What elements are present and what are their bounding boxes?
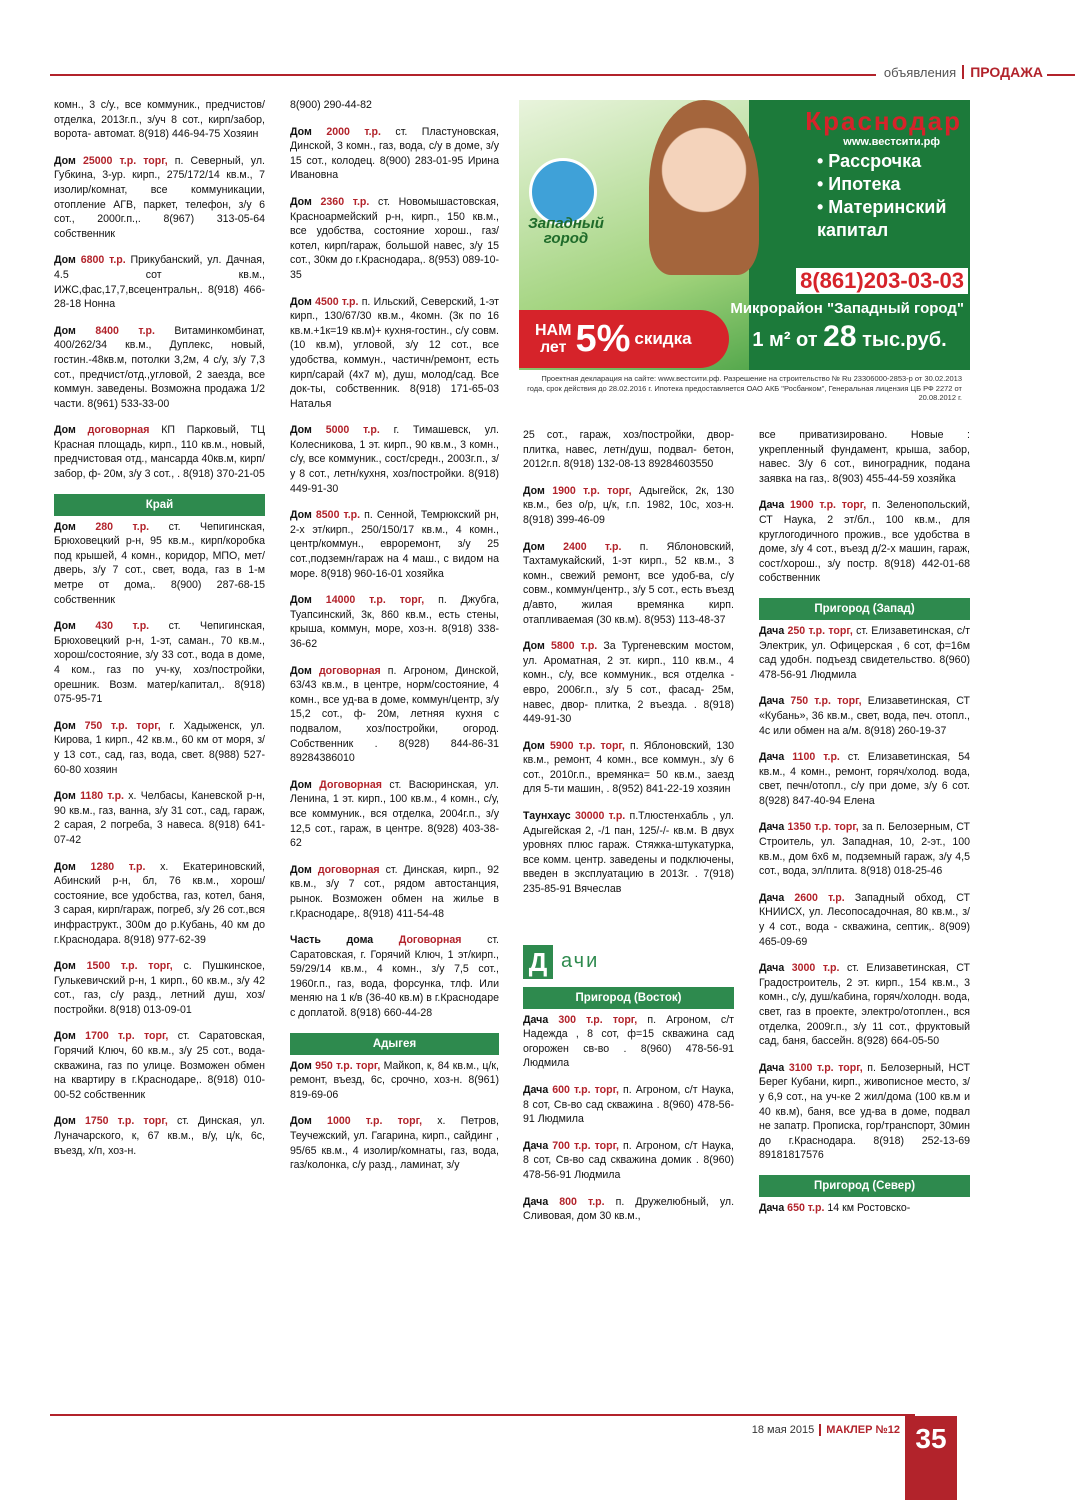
banner-item: • Ипотека [817, 174, 901, 194]
listing-text: 8(900) 290-44-82 [290, 99, 372, 111]
listing-text: ст. Динская, кирп., 92 кв.м., з/у 7 сот., рядом автостанция, рынок. Возможен обмен на жилье в г.Краснодаре,. 8(918) 411-54-48 [290, 863, 500, 920]
header-section: объявления [883, 64, 957, 80]
listing-type: Дом [290, 664, 312, 677]
listing-type: Дача [759, 821, 785, 834]
listing-price: 1700 т.р. торг, [85, 1030, 169, 1043]
listing-ad [54, 324, 265, 412]
listing-type: Дом [290, 195, 312, 208]
listing-text: х. Челбасы, Каневской р-н, 90 кв.м., газ, ванна, з/у 31 сот., сад, гараж, 2 сарая, 2 погреба, 3 навеса. 8(918) 641-07-42 [54, 790, 265, 846]
listing-price: Договорная [398, 934, 462, 947]
banner-item: капитал [817, 220, 889, 240]
listing-price: 1750 т.р. торг, [84, 1115, 168, 1128]
listing-price: 2600 т.р. [794, 891, 845, 904]
listing-price: 950 т.р. торг, [315, 1059, 381, 1072]
listing-price: 30000 т.р. [574, 810, 626, 823]
dachi-initial: Д [523, 945, 553, 979]
banner-list [817, 150, 946, 242]
page-number: 35 [905, 1416, 957, 1500]
listing-text: ст. Новомышастовская, Красноармейский р-н, кирп., 150 кв.м., все удобства, состояние хорош., газ/котел, кирп/гараж, большой навес, з/у 15 сот., 30км до г.Краснодара,. 8(953) 089-10-35 [290, 195, 499, 281]
listing-ad [54, 860, 265, 948]
listing-price: 1500 т.р. торг, [86, 960, 173, 973]
listing-ad [54, 154, 265, 242]
listing-ad [759, 624, 970, 682]
listing-text: КП Парковый, ТЦ Красная площадь, кирп., 110 кв.м., новый, предчистовая отд., мансарда 40кв.м, кирп/забор, ф- 20м, з/у 3 сот., . 8(918) 370-21-05 [54, 424, 265, 481]
listing-ad [290, 778, 499, 851]
listing-text: п. Сенной, Темрюкский рн, 2-х эт/кирп., 250/150/17 кв.м., 4 комн., центр/коммун., евроремонт, з/у 25 сот.,подземн/гараж на 4 маш., с видом на море. 8(918) 960-16-01 хозяйка [290, 509, 499, 580]
listing-ad [54, 253, 265, 311]
listing-type: Дача [523, 1084, 549, 1096]
listing-price: 4500 т.р. [315, 295, 359, 308]
page-header [876, 64, 1047, 80]
listing-text: Елизаветинская, СТ «Кубань», 36 кв.м., свет, вода, печ. отопл., 4с или обмен на а/м. 8(918) 260-19-37 [759, 695, 970, 737]
footer-divider [819, 1424, 821, 1436]
banner-microdistrict: Микрорайон "Западный город" [730, 300, 964, 317]
listing-text: ст. Саратовская, г. Горячий Ключ, 1 эт/кирп., 59/29/14 кв.м., 4 комн., з/у 7,5 сот., 1960г.п., газ, вода, форсунка, тлф. Или меняю на 1 к/в (36-40 кв.м) в г.Краснодаре с доплатой. 8(918) 660-44-28 [290, 934, 499, 1020]
listing-text: Прикубанский, ул. Дачная, 4.5 сот кв.м., ИЖС,фас,17,7,всецентральн,. 8(918) 466-28-18 Нонна [54, 254, 265, 311]
banner-city: Краснодар [805, 106, 962, 136]
listing-ad [54, 1029, 265, 1102]
listing-ad [54, 520, 265, 608]
listing-type: Дача [523, 1139, 549, 1152]
ad-banner[interactable] [519, 100, 970, 410]
column-4 [759, 428, 970, 1228]
listing-ad [290, 933, 499, 1021]
listing-text: все приватизировано. Новые : укрепленный фундамент, крыша, забор, навес. З/у 6 сот., виноградник, подана заявка на газ,. 8(903) 455-44-59 хозяйка [759, 429, 970, 485]
listing-ad [54, 619, 265, 707]
section-heading-adygeya: Адыгея [290, 1033, 499, 1055]
listing-type: Дача [759, 751, 785, 764]
listing-type: Дом [54, 960, 76, 973]
listing-price: Договорная [319, 778, 382, 791]
listing-ad [759, 1061, 970, 1163]
listing-text: п. Ильский, Северский, 1-эт кирп., 130/67/30 кв.м., 4комн. (3к по 16 кв.м.+1к=19 кв.м)+ кухня-гостин., с/у совм. (10 кв.м), угловой, з/у 12 сот., все удобства, коммун., частичн/ремонт, есть кирп/сарай (4х7 м), душ, молод/сад. Все док-ты, собственник. 8(918) 171-65-03 Наталья [290, 295, 500, 410]
listing-price: 2000 т.р. [326, 125, 381, 138]
listing-text: г. Тимашевск, ул. Колесникова, 1 эт. кирп., 90 кв.м., 3 комн., с/у, все коммуник., сост/средн., 2003г.п., з/у 8 сот., летн/кухня, хоз/постройки. 8(918) 449-91-30 [290, 424, 499, 495]
listing-type: Дача [759, 891, 785, 904]
listing-ad [759, 750, 970, 808]
listing-price: 5800 т.р. [550, 640, 598, 653]
listing-price: 5900 т.р. торг, [550, 739, 625, 752]
listing-price: 600 т.р. торг, [552, 1084, 620, 1096]
listing-type: Дом [54, 324, 76, 337]
listing-ad [759, 694, 970, 738]
listing-text: п. Яблоновский, Тахтамукайский, 1-эт кирп., 52 кв.м., 3 комн., свежий ремонт, все удоб-ва, с/у совм., коммун/центр., з/у 5 сот., есть въезд д/авто, жилая времянка кирп. отапливаемая (30 кв.м). 8(953) 113-48-37 [523, 540, 734, 626]
listing-text: ст. Динская, ул. Луначарского, к, 67 кв.м., в/у, ц/к, 6с, въезд, х/п, хоз-н. [54, 1115, 265, 1157]
listing-price: 800 т.р. [559, 1195, 605, 1208]
listing-ad [54, 719, 265, 777]
discount-label-top: НАМ [535, 322, 572, 339]
listing-type: Дом [290, 1115, 312, 1128]
listing-type: Дача [759, 962, 785, 975]
listing-price: 8500 т.р. [315, 509, 361, 522]
listing-type: Часть дома [290, 934, 374, 947]
listing-price: договорная [317, 863, 380, 876]
listing-ad [54, 98, 265, 142]
discount-label [535, 322, 571, 356]
listing-ad [523, 809, 734, 897]
listing-type: Дача [759, 624, 785, 637]
listing-price: 650 т.р. [787, 1201, 825, 1214]
listing-text: п. Агроном, Динской, 63/43 кв.м., в центре, норм/состояние, 4 комн., все уд-ва в доме, коммун/центр, з/у 15,2 сот., ф- 20м, летняя кухня с подвалом, хоз/постройки, огород. Собственник . 8(928) 844-86-31 89284386010 [290, 664, 499, 765]
banner-discount [519, 310, 729, 368]
listing-type: Дом [54, 860, 76, 873]
banner-item: • Материнский [817, 197, 947, 217]
footer-date: 18 мая 2015 [751, 1424, 815, 1436]
dachi-rest: ачи [561, 950, 600, 973]
listing-text: Майкоп, к, 84 кв.м., ц/к, ремонт, въезд, 6с, срочно, хоз-н. 8(961) 819-69-06 [290, 1059, 499, 1101]
listing-ad [759, 820, 970, 878]
listing-price: договорная [87, 424, 150, 437]
listing-text: п.Тлюстенхабль , ул. Адыгейская 2, -/1 пан, 125/-/- кв.м. В двух уровнях плюс гараж. Стяжка-штукатурка, все комм. центр. заведены и подключены, введен в эксплуатацию в 2013г. . 7(918) 235-85-91 Вячеслав [523, 810, 734, 896]
listing-ad [759, 428, 970, 486]
listing-ad [290, 125, 499, 183]
listing-type: Дача [523, 1195, 549, 1208]
listing-text: п. Агроном, с/т Наука, 8 сот, Св-во сад скважина домик . 8(960) 478-56-91 Людмила [523, 1139, 734, 1181]
section-heading-zapad: Пригород (Запад) [759, 598, 970, 620]
listing-type: Дом [54, 790, 76, 803]
listing-text: п. Северный, ул. Губкина, 3-ур. кирп., 275/172/14 кв.м., 7 изолир/комнат, все коммуникации, отопление АГВ, паркет, телефон, з/у 6 сот., 2000г.п.,. 8(967) 313-05-64 собственник [54, 154, 265, 240]
listing-ad [290, 1059, 499, 1103]
listing-type: Дом [290, 594, 312, 607]
banner-item: • Рассрочка [817, 151, 922, 171]
banner-price [729, 320, 970, 354]
listing-text: ст. Елизаветинская, СТ Градостроитель, 2 эт. кирп., 154 кв.м., 3 комн., с/у, душ/кабина, горяч/холодн. вода, свет, газ в проекте, электро/отоплен., вся отделка, 2009г.п., з/у 11 сот., фруктовый сад, баня, бассейн. 8(928) 664-05-50 [759, 962, 970, 1048]
listing-type: Дом [54, 719, 76, 732]
listing-text: ст. Чепигинская, Брюховецкий р-н, 1-эт, саман., 70 кв.м., хорош/состояние, з/у 33 сот., вода в доме, 4 ком., газ по уч-ку, хоз/постройки, орешник. Возм. матер/капитал,. 8(918) 075-95-71 [54, 620, 265, 706]
listing-type: Дом [290, 863, 312, 876]
listing-text: п. Зеленопольский, СТ Наука, 2 эт/бл., 100 кв.м., для круглогодичного прожив., все удобства в доме, з/у 4 сот., въезд д/2-х машин, гараж, сост/хорош., з/у постр. 8(918) 442-01-68 собственник [759, 499, 971, 585]
listing-type: Дом [523, 640, 545, 653]
listing-ad [54, 1114, 265, 1158]
listing-text: г. Хадыженск, ул. Кирова, 1 кирп., 42 кв.м., 60 км от моря, з/у 13 сот., сад, газ, вода, свет. 8(988) 527-60-80 хозяин [54, 719, 265, 776]
listing-text: 14 км Ростовско- [827, 1201, 911, 1214]
listing-ad [290, 508, 499, 581]
listing-type: Дом [54, 254, 76, 267]
listing-ad [54, 789, 265, 847]
column-2 [290, 98, 499, 1185]
listing-type: Дача [523, 1013, 549, 1026]
listing-price: договорная [318, 664, 381, 677]
listing-type: Дом [290, 125, 312, 138]
listing-type: Дом [523, 739, 545, 752]
listing-text: п. Агроном, с/т Надежда , 8 сот, ф=15 скважина сад огорожен св-во . 8(960) 478-56-91 Людмила [523, 1013, 734, 1070]
listing-price: 1900 т.р. торг, [552, 484, 632, 497]
listing-text: п. Яблоновский, 130 кв.м., ремонт, 4 комн., все коммун., з/у 6 сот., 2010г.п., времянка= 50 кв.м., заезд для 5-ти машин, . 8(952) 841-22-19 хозяин [523, 739, 735, 796]
listing-ad [523, 1083, 734, 1127]
listing-ad [523, 1195, 734, 1224]
listing-price: 25000 т.р. торг, [82, 154, 168, 167]
listing-ad [290, 593, 499, 651]
column-3 [523, 428, 734, 1236]
listing-text: Адыгейск, 2к, 130 кв.м., без о/р, ц/к, г.п. 1982, 10с, хоз-н. 8(918) 399-46-09 [523, 484, 734, 526]
listing-price: 280 т.р. [95, 520, 150, 533]
listing-type: Дача [759, 1201, 785, 1214]
listing-type: Дача [759, 499, 785, 512]
listing-price: 3100 т.р. торг, [788, 1061, 863, 1074]
price-prefix: 1 м² от [752, 329, 818, 351]
listing-text: 25 сот., гараж, хоз/постройки, двор- плитка, навес, летн/душ, подвал- бетон, 2012г.п. 8(918) 132-08-13 89284603550 [523, 429, 734, 471]
listing-text: За Тургеневским мостом, ул. Ароматная, 2 эт. кирп., 110 кв.м., 4 комн., с/у, все коммуник., вся отделка - евро, 2006г.п., з/у 5 сот., фасад- 25м, навес, двор- плитка, 2 въезда. . 8(918) 449-91-30 [523, 640, 734, 726]
section-heading-vostok: Пригород (Восток) [523, 987, 734, 1009]
listing-text: п. Дружелюбный, ул. Сливовая, дом 30 кв.м., [523, 1195, 735, 1223]
listing-price: 1350 т.р. торг, [787, 821, 859, 834]
page-footer [752, 1424, 900, 1436]
listing-ad [523, 428, 734, 472]
listing-price: 8400 т.р. [95, 324, 155, 337]
listing-price: 6800 т.р. [80, 254, 126, 267]
listing-price: 300 т.р. торг, [558, 1013, 638, 1026]
listing-text: ст. Саратовская, Горячий Ключ, 60 кв.м., з/у 25 сот., вода- скважина, газ по улице. Возможен обмен на квартиру в г.Краснодаре,. 8(918) 010-00-52 собственник [54, 1030, 265, 1101]
listing-type: Дача [759, 695, 785, 708]
listing-price: 14000 т.р. торг, [325, 594, 425, 607]
listing-text: за п. Белозерным, СТ Строитель, ул. Западная, 10, 2-эт., 100 кв.м., дом 6х6 м, подземный гараж, з/у 4,5 сот., вода, эл/плита. 8(918) 018-25-46 [759, 821, 970, 878]
price-number: 28 [823, 320, 857, 353]
footer-rule [50, 1414, 915, 1416]
listing-type: Дом [290, 424, 312, 437]
discount-percent: 5% [575, 317, 631, 360]
listing-price: 1900 т.р. торг, [790, 499, 867, 512]
listing-price: 1000 т.р. торг, [327, 1115, 423, 1128]
listing-type: Дом [54, 1030, 76, 1043]
listing-type: Дом [54, 520, 76, 533]
discount-word: скидка [634, 329, 692, 348]
listing-text: ст. Чепигинская, Брюховецкий р-н, 95 кв.м., кирп/коробка под крышей, 4 комн., коридор, МПО, мет/дверь, з/у 7 сот., свет, вода, газ в 1-м метре от дома,. 8(900) 287-68-15 собственник [54, 520, 265, 606]
listing-price: 250 т.р. торг, [787, 624, 853, 637]
listing-type: Дом [290, 295, 312, 308]
header-divider [962, 65, 964, 79]
listing-ad [290, 423, 499, 496]
banner-logo-text: Западный город [528, 215, 604, 247]
listing-type: Дом [290, 778, 312, 791]
listing-price: 750 т.р. торг, [84, 719, 161, 732]
listing-type: Дача [759, 1061, 785, 1074]
listing-text: п. Джубга, Туапсинский, 3к, 860 кв.м., есть стены, крыша, коммун, море, хоз-н. 8(918) 338-36-62 [290, 594, 500, 650]
section-heading-kray: Край [54, 494, 265, 516]
listing-price: 2360 т.р. [320, 195, 370, 208]
listing-text: с. Пушкинское, Гулькевичский р-н, 1 кирп., 60 кв.м., з/у 42 сот., газ, с/у разд., летний душ, хоз/постройки. 8(918) 013-09-01 [54, 960, 266, 1016]
listing-text: Витаминкомбинат, 400/262/34 кв.м., Дуплекс, новый, гостин.-48кв.м, потолки 3,2м, 4 с/у, з/у 7,3 сот., предчист/отд.,угловой, 2 заезда, все коммун. заведены. Возможна продажа 1/2 части. 8(961) 533-33-00 [54, 324, 265, 410]
listing-price: 5000 т.р. [325, 424, 380, 437]
listing-type: Дом [290, 1059, 312, 1072]
listing-ad [290, 295, 499, 412]
listing-ad [54, 959, 265, 1017]
listing-text: ст. Елизаветинская, с/т Электрик, ул. Офицерская , 6 сот, ф=16м сад удобн. подъезд свидетельство. 8(960) 478-56-91 Людмила [759, 624, 970, 681]
listing-type: Дом [523, 540, 545, 553]
listing-ad [290, 195, 499, 283]
discount-label-bottom: лет [539, 339, 567, 356]
listing-ad [523, 540, 734, 628]
listing-type: Дом [290, 509, 312, 522]
listing-type: Дом [54, 424, 76, 437]
footer-magazine: МАКЛЕР №12 [826, 1424, 900, 1436]
listing-ad [523, 1013, 734, 1071]
listing-ad [290, 98, 499, 113]
listing-text: ст. Елизаветинская, 54 кв.м., 4 комн., ремонт, горяч/холод. вода, свет, печн/отопл., с/у при доме, з/у 6 сот. 8(928) 847-40-94 Елена [759, 751, 970, 807]
listing-text: комн., 3 с/у., все коммуник., предчистов/отделка, 2013г.п., з/уч 8 сот., кирп/забор, ворота- автомат. 8(918) 446-94-75 Хозяин [54, 99, 265, 141]
listing-text: х. Петров, Теучежский, ул. Гагарина, кирп., сайдинг , 95/65 кв.м., 4 изолир/комнаты, газ, вода, газ/колонка, с/у разд., ламинат, з/у [290, 1115, 499, 1172]
listing-text: х. Екатериновский, Абинский р-н, бл, 76 кв.м., хорош/состояние, все удобства, газ, котел, баня, 3 сарая, кирп/гараж, погреб, з/у 26 сот.,вся инфраструкт., 300м до р.Кубань, 40 км до г.Краснодара. 8(918) 977-62-39 [54, 860, 265, 946]
listing-ad [523, 1139, 734, 1183]
listing-price: 3000 т.р. [791, 962, 840, 975]
column-1 [54, 98, 265, 1170]
listing-ad [759, 891, 970, 949]
banner-phone: 8(861)203-03-03 [796, 268, 968, 294]
listing-ad [759, 1201, 970, 1216]
listing-price: 750 т.р. торг, [790, 695, 862, 708]
banner-photo [649, 100, 759, 275]
listing-ad [759, 498, 970, 586]
listing-price: 1180 т.р. [80, 790, 124, 803]
listing-ad [290, 1114, 499, 1172]
listing-text: п. Агроном, с/т Наука, 8 сот, Св-во сад скважина . 8(960) 478-56-91 Людмила [523, 1084, 734, 1126]
section-heading-sever: Пригород (Север) [759, 1175, 970, 1197]
listing-price: 2400 т.р. [563, 540, 622, 553]
banner-legal: Проектная декларация на сайте: www.вестсити.рф. Разрешение на строительство № Ru 23306000-2853-р от 30.02.2013 года, срок действия до 28.02.2016 г. Ипотека предоставляется ОАО АКБ "Росбанком", Генеральная лицензия ЦБ РФ 2272 от 20.08.2012 г. [519, 370, 970, 410]
listing-ad [523, 484, 734, 528]
listing-type: Дом [54, 620, 76, 633]
listing-price: 430 т.р. [95, 620, 150, 633]
listing-price: 1100 т.р. [792, 751, 840, 764]
listing-type: Таунхаус [523, 810, 571, 823]
listing-ad [290, 863, 499, 921]
listing-text: ст. Васюринская, ул. Ленина, 1 эт. кирп., 100 кв.м., 4 комн., с/у, все коммуник., вся отделка, 2004г.п., з/у 12,5 сот., гараж, в центре. 8(928) 403-38-62 [290, 778, 499, 850]
price-suffix: тыс.руб. [862, 329, 947, 351]
listing-ad [54, 423, 265, 481]
dachi-heading [523, 945, 734, 979]
listing-ad [759, 961, 970, 1049]
listing-ad [523, 739, 734, 797]
listing-ad [290, 664, 499, 766]
listing-price: 1280 т.р. [90, 860, 146, 873]
listing-type: Дом [523, 484, 545, 497]
listing-ad [523, 639, 734, 727]
listing-text: Западный обход, СТ КНИИСХ, ул. Лесопосадочная, 80 кв.м., з/у 4 сот., вода - скважина, септик,. 8(909) 465-09-69 [759, 891, 970, 948]
listing-type: Дом [54, 1115, 76, 1128]
listing-price: 700 т.р. торг, [552, 1139, 620, 1152]
listing-type: Дом [54, 154, 76, 167]
header-category: ПРОДАЖА [970, 64, 1043, 80]
listing-text: п. Белозерный, НСТ Берег Кубани, кирп., живописное место, з/у 6,9 сот., на уч-ке 2 жил/дома (100 кв.м и 40 кв.м), баня, все уд-ва в доме, подвал не запатр. Прописка, гор/транспорт, 30мин до г.Краснодара. 8(918) 252-13-69 89181817576 [759, 1061, 970, 1162]
banner-site: www.вестсити.рф [843, 136, 940, 148]
listing-text: ст. Пластуновская, Динской, 3 комн., газ, вода, с/у в доме, з/у 15 сот., колодец. 8(900) 283-01-95 Ирина Ивановна [290, 125, 499, 182]
